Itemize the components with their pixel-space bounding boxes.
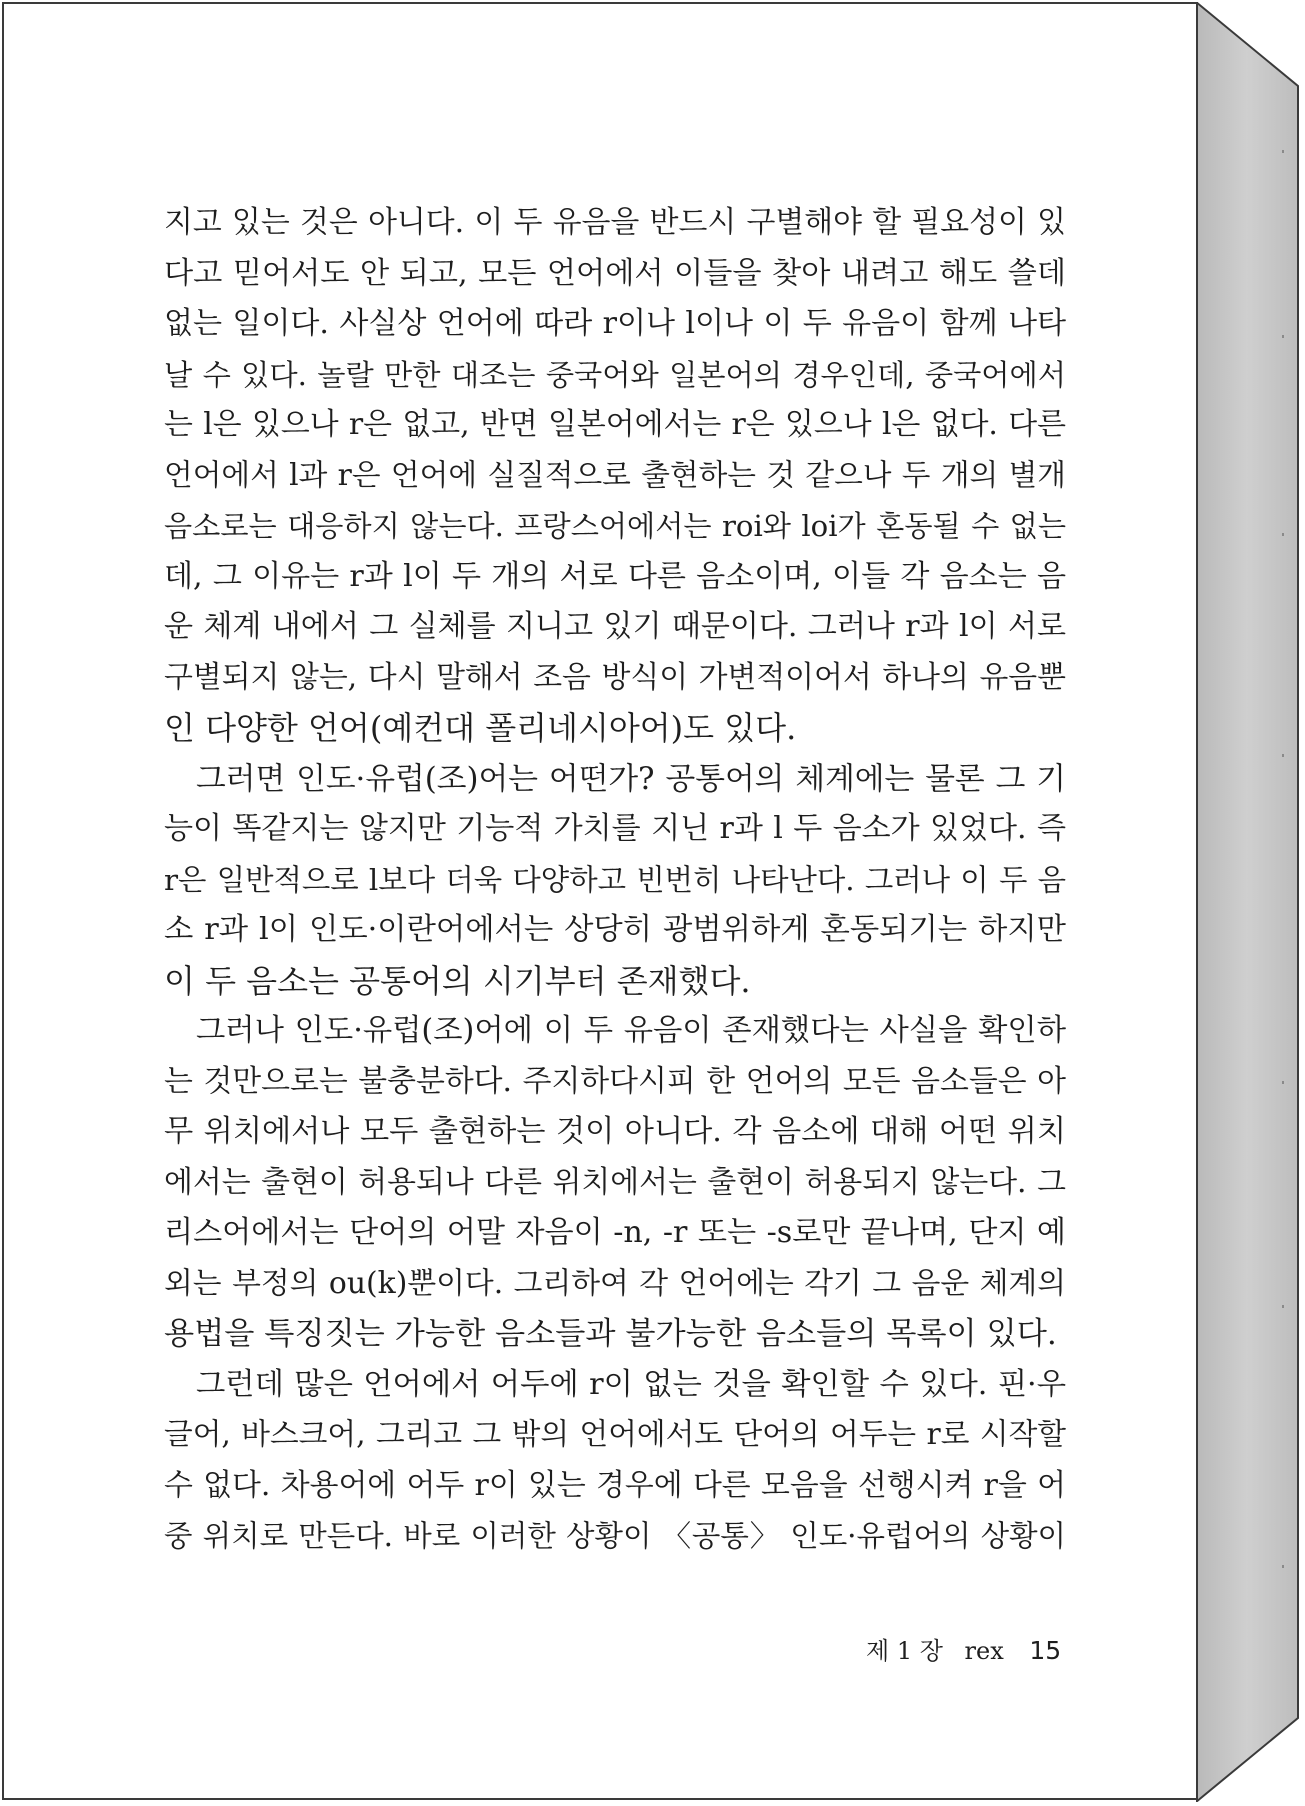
- text-line: 구별되지 않는, 다시 말해서 조음 방식이 가변적이어서 하나의 유음뿐: [164, 659, 1066, 695]
- text-line: 언어에서 l과 r은 언어에 실질적으로 출현하는 것 같으나 두 개의 별개: [164, 457, 1066, 493]
- text-line: 데, 그 이유는 r과 l이 두 개의 서로 다른 음소이며, 이들 각 음소는 음: [164, 558, 1066, 594]
- text-line: 소 r과 l이 인도·이란어에서는 상당히 광범위하게 혼동되기는 하지만: [164, 912, 1066, 947]
- text-line: 수 없다. 차용어에 어두 r이 있는 경우에 다른 모음을 선행시켜 r을 어: [164, 1467, 1066, 1503]
- paragraph-2: [164, 754, 1066, 1007]
- paragraph-4: [164, 1360, 1066, 1562]
- text-line: 능이 똑같지는 않지만 기능적 가치를 지닌 r과 l 두 음소가 있었다. 즉: [164, 811, 1066, 846]
- page-number: 15: [1029, 1636, 1062, 1665]
- text-line: 지고 있는 것은 아니다. 이 두 유음을 반드시 구별해야 할 필요성이 있: [164, 205, 1066, 240]
- page-footer: [866, 1631, 1061, 1666]
- text-line: 그런데 많은 언어에서 어두에 r이 없는 것을 확인할 수 있다. 핀·우: [196, 1366, 1066, 1402]
- text-line: 글어, 바스크어, 그리고 그 밖의 언어에서도 단어의 어두는 r로 시작할: [164, 1417, 1066, 1452]
- text-line: 인 다양한 언어(예컨대 폴리네시아어)도 있다.: [164, 709, 797, 747]
- text-line: r은 일반적으로 l보다 더욱 다양하고 빈번히 나타난다. 그러나 이 두 음: [164, 862, 1066, 897]
- text-line: 다고 믿어서도 안 되고, 모든 언어에서 이들을 찾아 내려고 해도 쓸데: [164, 255, 1066, 291]
- text-line: 는 것만으로는 불충분하다. 주지하다시피 한 언어의 모든 음소들은 아: [164, 1063, 1066, 1099]
- text-line: 이 두 음소는 공통어의 시기부터 존재했다.: [164, 961, 751, 1000]
- running-title: rex: [964, 1637, 1004, 1665]
- text-line: 운 체계 내에서 그 실체를 지니고 있기 때문이다. 그러나 r과 l이 서로: [164, 609, 1066, 644]
- text-line: 에서는 출현이 허용되나 다른 위치에서는 출현이 허용되지 않는다. 그: [164, 1164, 1066, 1200]
- chapter-label: 제 1 장: [866, 1637, 943, 1665]
- paragraph-1: [164, 198, 1066, 754]
- text-line: 날 수 있다. 놀랄 만한 대조는 중국어와 일본어의 경우인데, 중국어에서: [164, 357, 1066, 392]
- body-text: [164, 198, 1066, 1562]
- text-line: 음소로는 대응하지 않는다. 프랑스어에서는 roi와 loi가 혼동될 수 없는: [164, 509, 1066, 543]
- text-line: 는 l은 있으나 r은 없고, 반면 일본어에서는 r은 있으나 l은 없다. 다른: [164, 407, 1066, 442]
- book-page-edge: [1196, 2, 1302, 1802]
- text-line: 리스어에서는 단어의 어말 자음이 -n, -r 또는 -s로만 끝나며, 단지 예: [164, 1215, 1066, 1250]
- text-line: 그러면 인도·유럽(조)어는 어떤가? 공통어의 체계에는 물론 그 기: [196, 760, 1066, 797]
- text-line: 무 위치에서나 모두 출현하는 것이 아니다. 각 음소에 대해 어떤 위치: [164, 1114, 1066, 1149]
- paragraph-3: [164, 1006, 1066, 1360]
- text-line: 용법을 특징짓는 가능한 음소들과 불가능한 음소들의 목록이 있다.: [164, 1316, 1057, 1352]
- text-line: 없는 일이다. 사실상 언어에 따라 r이나 l이나 이 두 유음이 함께 나타: [164, 306, 1066, 341]
- text-line: 중 위치로 만든다. 바로 이러한 상황이 〈공통〉 인도·유럽어의 상황이: [164, 1519, 1066, 1553]
- book-page: [2, 2, 1198, 1800]
- text-line: 외는 부정의 ou(k)뿐이다. 그리하여 각 언어에는 각기 그 음운 체계의: [164, 1265, 1066, 1301]
- text-line: 그러나 인도·유럽(조)어에 이 두 유음이 존재했다는 사실을 확인하: [196, 1013, 1066, 1048]
